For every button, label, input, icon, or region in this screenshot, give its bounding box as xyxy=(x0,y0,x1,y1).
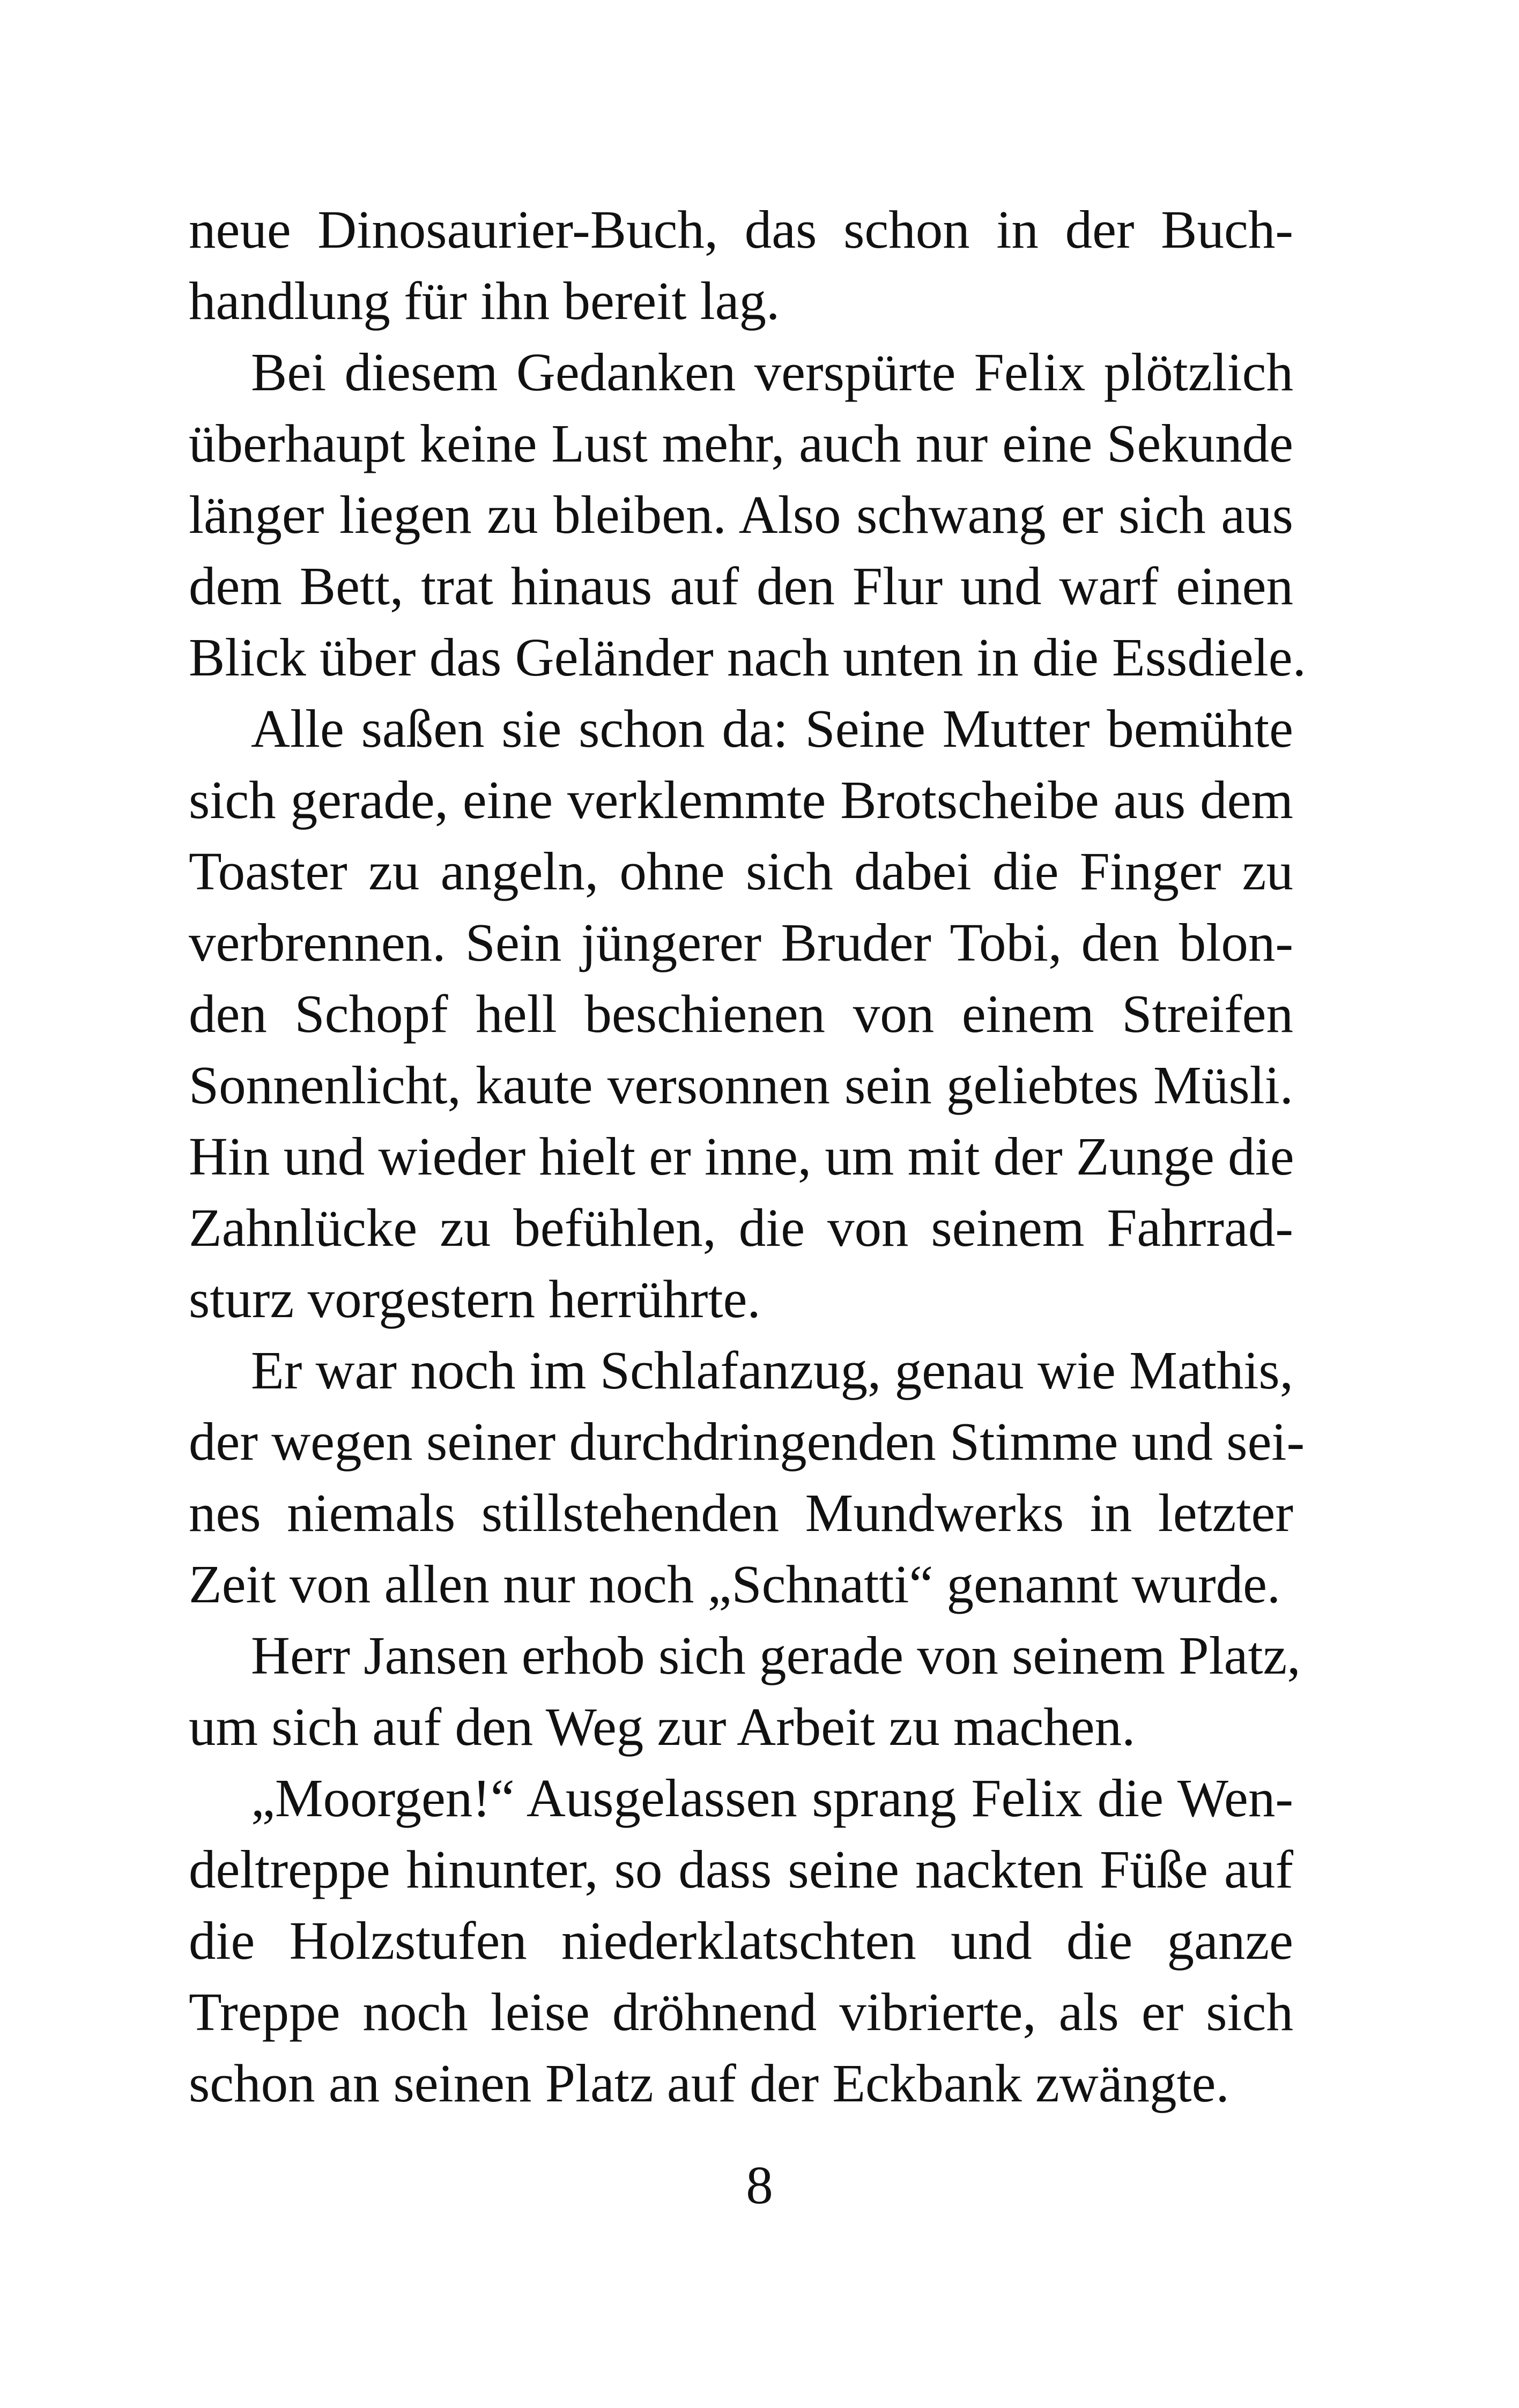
text-line: länger liegen zu bleiben. Also schwang er sich aus xyxy=(189,485,1293,545)
body-text xyxy=(189,194,1306,2119)
text-line: um sich auf den Weg zur Arbeit zu machen. xyxy=(189,1697,1136,1757)
text-line: Herr Jansen erhob sich gerade von seinem Platz, xyxy=(251,1625,1301,1685)
text-line: Blick über das Geländer nach unten in die Essdiele. xyxy=(189,627,1306,687)
page-number: 8 xyxy=(746,2155,773,2215)
text-line: Bei diesem Gedanken verspürte Felix plötzlich xyxy=(251,342,1293,402)
text-line: Er war noch im Schlafanzug, genau wie Mathis, xyxy=(251,1340,1293,1400)
paragraph xyxy=(189,1335,1305,1620)
paragraph xyxy=(189,693,1293,1335)
text-line: neue Dinosaurier-Buch, das schon in der Buch- xyxy=(189,199,1293,259)
text-line: überhaupt keine Lust mehr, auch nur eine Sekunde xyxy=(189,413,1293,473)
text-line: sturz vorgestern herrührte. xyxy=(189,1269,761,1329)
paragraph xyxy=(189,1620,1301,1763)
text-line: nes niemals stillstehenden Mundwerks in letzter xyxy=(189,1483,1293,1543)
text-line: sich gerade, eine verklemmte Brotscheibe aus dem xyxy=(189,770,1293,830)
text-line: deltreppe hinunter, so dass seine nackten Füße auf xyxy=(189,1839,1293,1899)
text-line: dem Bett, trat hinaus auf den Flur und warf einen xyxy=(189,556,1293,616)
text-line: Toaster zu angeln, ohne sich dabei die Finger zu xyxy=(189,841,1293,901)
paragraph xyxy=(189,337,1306,693)
text-line: schon an seinen Platz auf der Eckbank zwängte. xyxy=(189,2053,1229,2113)
text-line: Treppe noch leise dröhnend vibrierte, als er sich xyxy=(189,1982,1293,2042)
text-line: der wegen seiner durchdringenden Stimme und sei- xyxy=(189,1411,1305,1471)
text-line: „Moorgen!“ Ausgelassen sprang Felix die Wen- xyxy=(251,1768,1293,1828)
text-line: Hin und wieder hielt er inne, um mit der Zunge die xyxy=(189,1126,1294,1186)
text-line: Zeit von allen nur noch „Schnatti“ genannt wurde. xyxy=(189,1554,1281,1614)
paragraph xyxy=(189,1763,1293,2119)
text-line: handlung für ihn bereit lag. xyxy=(189,271,780,331)
text-line: verbrennen. Sein jüngerer Bruder Tobi, den blon- xyxy=(189,912,1293,972)
text-line: die Holzstufen niederklatschten und die ganze xyxy=(189,1911,1293,1971)
text-line: Zahnlücke zu befühlen, die von seinem Fahrrad- xyxy=(189,1198,1293,1258)
text-line: Alle saßen sie schon da: Seine Mutter bemühte xyxy=(251,698,1293,759)
text-line: Sonnenlicht, kaute versonnen sein geliebtes Müsli. xyxy=(189,1055,1293,1115)
paragraph xyxy=(189,194,1293,337)
text-line: den Schopf hell beschienen von einem Streifen xyxy=(189,984,1293,1044)
